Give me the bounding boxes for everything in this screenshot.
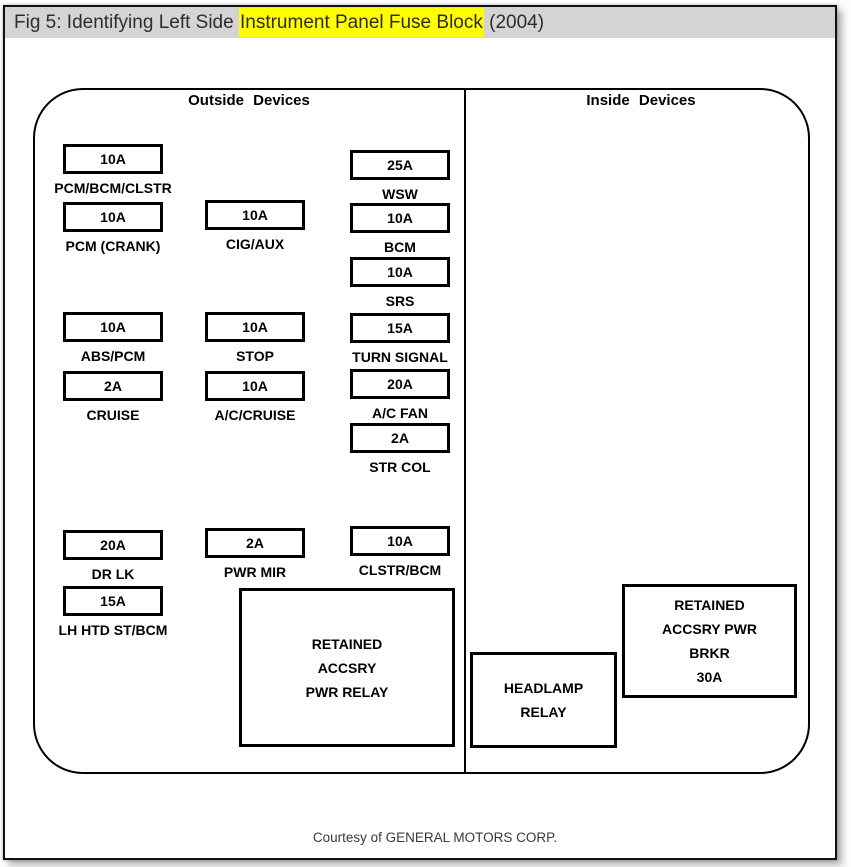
fuse [350, 257, 450, 309]
fuse [350, 369, 450, 421]
relay-box-line: RETAINED [674, 597, 745, 613]
fuse-label: CIG/AUX [225, 236, 285, 252]
fuse-label: CRUISE [86, 407, 140, 423]
fuse-label: CLSTR/BCM [358, 562, 442, 578]
fuse [350, 423, 450, 475]
fuse-amp-box: 2A [205, 528, 305, 558]
fuse-amp-box: 10A [63, 202, 163, 232]
fuse-amp-box: 20A [350, 369, 450, 399]
fuse-label: SRS [385, 293, 415, 309]
fuse-amp-box: 15A [350, 313, 450, 343]
fuse-amp-box: 2A [63, 371, 163, 401]
fuse [205, 200, 305, 252]
fuse-amp-box: 2A [350, 423, 450, 453]
fuse-label: A/C/CRUISE [214, 407, 296, 423]
fuse [58, 586, 168, 638]
fuse-label: LH HTD ST/BCM [58, 622, 168, 638]
fuse-label: A/C FAN [372, 405, 428, 421]
fuse-label: BCM [384, 239, 416, 255]
relay-box [622, 584, 797, 698]
fuse-amp-box: 20A [63, 530, 163, 560]
figure-inner [5, 7, 835, 858]
fuse-amp-box: 25A [350, 150, 450, 180]
fuse-label: PCM (CRANK) [65, 238, 161, 254]
relay-box [470, 652, 617, 748]
relay-box-line: 30A [696, 669, 723, 685]
caption-highlighted-text: Instrument Panel Fuse Block [239, 8, 484, 37]
fuse-amp-box: 10A [350, 203, 450, 233]
fuse-label: PWR MIR [223, 564, 287, 580]
outside-devices-label: Outside Devices [188, 92, 310, 109]
courtesy-credit: Courtesy of GENERAL MOTORS CORP. [312, 830, 558, 845]
figure-frame [3, 5, 837, 860]
fuse-amp-box: 10A [205, 200, 305, 230]
fuse [54, 144, 172, 196]
relay-box-line: RETAINED [311, 635, 383, 652]
fuse [205, 312, 305, 364]
relay-box-line: ACCSRY [317, 659, 377, 676]
relay-box-line: PWR RELAY [305, 683, 389, 700]
fuse [350, 203, 450, 255]
fuse [63, 371, 163, 423]
fuse [205, 371, 305, 423]
relay-box-line: HEADLAMP [503, 680, 584, 696]
relay-box-line: BRKR [689, 645, 730, 661]
caption-suffix: (2004) [483, 12, 545, 33]
fuse-label: DR LK [91, 566, 135, 582]
fuse [350, 150, 450, 202]
section-divider-line [464, 88, 466, 774]
fuse-label: WSW [382, 186, 418, 202]
fuse-label: STR COL [369, 459, 431, 475]
fuse-label: PCM/BCM/CLSTR [54, 180, 172, 196]
caption-prefix: Fig 5: Identifying Left Side [14, 12, 239, 33]
fuse-amp-box: 10A [205, 312, 305, 342]
fuse [350, 313, 450, 365]
relay-box-line: ACCSRY PWR [662, 621, 757, 637]
figure-caption-bar [5, 7, 835, 38]
fuse [63, 202, 163, 254]
relay-box [239, 588, 455, 747]
relay-box-line: RELAY [520, 704, 567, 720]
inside-devices-label: Inside Devices [586, 92, 696, 109]
fuse-amp-box: 10A [63, 144, 163, 174]
fuse-amp-box: 10A [350, 526, 450, 556]
fuse-label: TURN SIGNAL [352, 349, 448, 365]
fuse [205, 528, 305, 580]
fuse-label: ABS/PCM [80, 348, 146, 364]
fuse-amp-box: 10A [205, 371, 305, 401]
fuse [63, 312, 163, 364]
fuse [63, 530, 163, 582]
fuse-amp-box: 10A [350, 257, 450, 287]
fuse-amp-box: 15A [63, 586, 163, 616]
fuse-label: STOP [236, 348, 274, 364]
fuse [350, 526, 450, 578]
fuse-amp-box: 10A [63, 312, 163, 342]
